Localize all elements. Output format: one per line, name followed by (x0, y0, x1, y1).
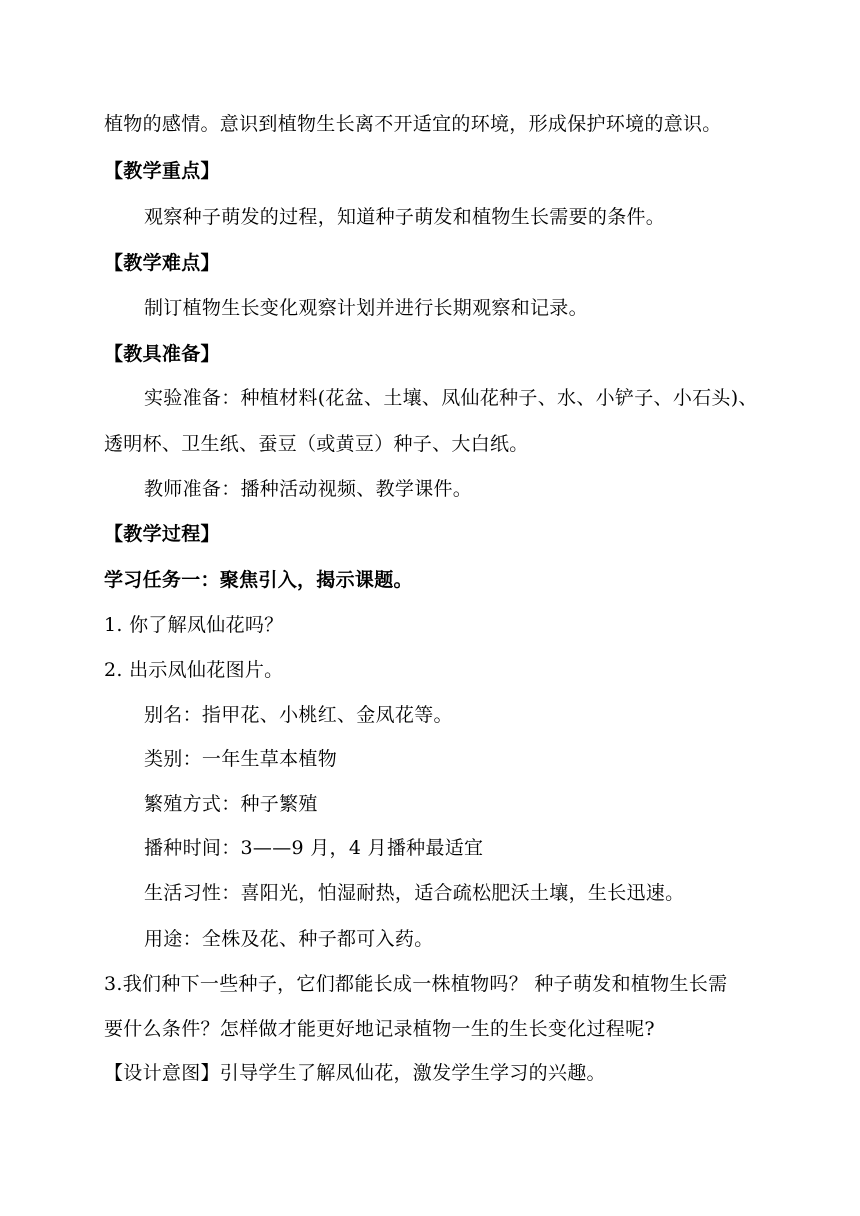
paragraph-text: 观察种子萌发的过程，知道种子萌发和植物生长需要的条件。 (144, 206, 666, 228)
section-heading-teaching-process: 【教学过程】 (104, 523, 220, 545)
paragraph-text: 植物的感情。意识到植物生长离不开适宜的环境，形成保护环境的意识。 (104, 113, 722, 135)
paragraph-text: 教师准备：播种活动视频、教学课件。 (144, 478, 473, 500)
list-item: 2. 出示凤仙花图片。 (104, 659, 284, 681)
paragraph-text: 生活习性：喜阳光，怕湿耐热，适合疏松肥沃土壤，生长迅速。 (144, 882, 685, 904)
section-heading-teaching-focus: 【教学重点】 (104, 160, 220, 182)
list-item: 1. 你了解凤仙花吗？ (104, 614, 284, 636)
paragraph-text: 繁殖方式：种子繁殖 (144, 793, 318, 815)
task-heading: 学习任务一：聚焦引入，揭示课题。 (104, 569, 413, 591)
paragraph-text: 类别：一年生草本植物 (144, 748, 338, 770)
design-intent-note: 【设计意图】引导学生了解凤仙花，激发学生学习的兴趣。 (104, 1062, 606, 1084)
list-item: 3.我们种下一些种子，它们都能长成一株植物吗？ 种子萌发和植物生长需 (104, 973, 728, 995)
paragraph-text: 实验准备：种植材料(花盆、土壤、凤仙花种子、水、小铲子、小石头)、 (144, 387, 758, 409)
paragraph-text: 播种时间：3——9 月，4 月播种最适宜 (144, 837, 484, 859)
paragraph-text: 别名：指甲花、小桃红、金凤花等。 (144, 704, 453, 726)
paragraph-text: 用途：全株及花、种子都可入药。 (144, 928, 434, 950)
paragraph-text: 制订植物生长变化观察计划并进行长期观察和记录。 (144, 297, 588, 319)
paragraph-text: 透明杯、卫生纸、蚕豆（或黄豆）种子、大白纸。 (104, 433, 529, 455)
section-heading-teaching-materials: 【教具准备】 (104, 343, 220, 365)
paragraph-text: 要什么条件？怎样做才能更好地记录植物一生的生长变化过程呢? (104, 1018, 655, 1040)
section-heading-teaching-difficulty: 【教学难点】 (104, 252, 220, 274)
